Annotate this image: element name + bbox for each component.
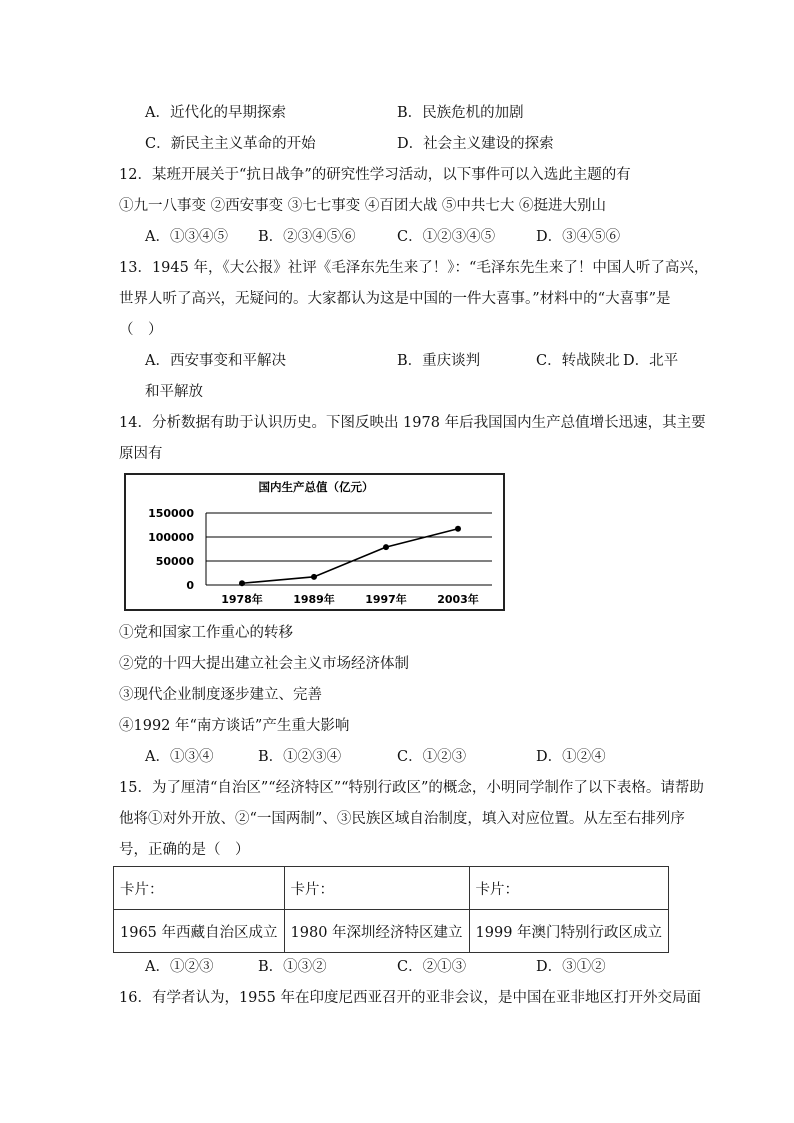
card-label-3: 卡片： — [469, 867, 669, 910]
q12-option-b: B．②③④⑤⑥ — [258, 229, 356, 245]
card-event-3: 1999 年澳门特别行政区成立 — [469, 910, 669, 953]
card-event-2: 1980 年深圳经济特区建立 — [284, 910, 469, 953]
q13-stem-line1: 13．1945 年，《大公报》社评《毛泽东先生来了！》：“毛泽东先生来了！中国人听了高兴， — [119, 260, 709, 276]
chart-y-tick-label: 150000 — [148, 507, 194, 520]
table-row — [114, 910, 669, 953]
q13-option-c: C．转战陕北 — [536, 353, 620, 369]
q14-option-b: B．①②③④ — [258, 749, 342, 765]
q12-stem: 12．某班开展关于“抗日战争”的研究性学习活动，以下事件可以入选此主题的有 — [119, 167, 631, 183]
q14-option-d: D．①②④ — [536, 749, 606, 765]
q15-stem-line3: 号，正确的是（ ） — [119, 842, 250, 858]
chart-x-tick-label: 2003年 — [437, 593, 479, 606]
chart-y-tick-labels — [148, 507, 194, 592]
q11-option-c: C．新民主主义革命的开始 — [145, 136, 316, 152]
gdp-chart — [124, 473, 505, 611]
chart-x-tick-label: 1989年 — [293, 593, 335, 606]
gdp-chart-svg — [126, 475, 503, 609]
q11-option-d: D．社会主义建设的探索 — [397, 136, 554, 152]
q14-stem-line1: 14．分析数据有助于认识历史。下图反映出 1978 年后我国国内生产总值增长迅速，其主要 — [119, 415, 706, 431]
chart-y-tick-label: 0 — [186, 579, 194, 592]
q15-option-b: B．①③② — [258, 959, 327, 975]
chart-point — [239, 580, 245, 586]
q16-stem-line1: 16．有学者认为，1955 年在印度尼西亚召开的亚非会议，是中国在亚非地区打开外交局面 — [119, 990, 701, 1006]
chart-gridlines — [206, 513, 492, 585]
q14-item-1: ①党和国家工作重心的转移 — [119, 625, 293, 641]
chart-point — [455, 526, 461, 532]
table-row — [114, 867, 669, 910]
q14-item-4: ④1992 年“南方谈话”产生重大影响 — [119, 718, 350, 734]
q15-option-d: D．③①② — [536, 959, 606, 975]
q15-stem-line2: 他将①对外开放、②“一国两制”、③民族区域自治制度，填入对应位置。从左至右排列序 — [119, 811, 685, 827]
chart-title: 国内生产总值（亿元） — [258, 480, 374, 494]
q13-option-a: A．西安事变和平解决 — [145, 353, 286, 369]
card-label-1: 卡片： — [114, 867, 285, 910]
card-label-2: 卡片： — [284, 867, 469, 910]
chart-point — [383, 544, 389, 550]
q15-card-table — [113, 866, 669, 953]
q12-option-a: A．①③④⑤ — [145, 229, 228, 245]
q13-option-d-continued: 和平解放 — [145, 384, 203, 400]
q11-option-a: A．近代化的早期探索 — [145, 105, 286, 121]
chart-x-tick-labels — [221, 592, 479, 606]
card-event-1: 1965 年西藏自治区成立 — [114, 910, 285, 953]
q15-stem-line1: 15．为了厘清“自治区”“经济特区”“特别行政区”的概念，小明同学制作了以下表格。请帮助 — [119, 780, 704, 796]
q12-option-d: D．③④⑤⑥ — [536, 229, 621, 245]
q14-item-2: ②党的十四大提出建立社会主义市场经济体制 — [119, 656, 409, 672]
chart-point — [311, 574, 317, 580]
q13-stem-line3: （ ） — [119, 322, 163, 338]
chart-x-tick-label: 1997年 — [365, 593, 407, 606]
q14-option-a: A．①③④ — [145, 749, 214, 765]
q14-option-c: C．①②③ — [397, 749, 467, 765]
q15-option-c: C．②①③ — [397, 959, 467, 975]
q13-option-d: D．北平 — [623, 353, 679, 369]
q12-items: ①九一八事变 ②西安事变 ③七七事变 ④百团大战 ⑤中共七大 ⑥挺进大别山 — [119, 198, 607, 214]
chart-y-tick-label: 50000 — [155, 555, 194, 568]
q14-item-3: ③现代企业制度逐步建立、完善 — [119, 687, 322, 703]
chart-y-tick-label: 100000 — [148, 531, 194, 544]
chart-x-tick-label: 1978年 — [221, 593, 263, 606]
q12-option-c: C．①②③④⑤ — [397, 229, 496, 245]
q15-option-a: A．①②③ — [145, 959, 214, 975]
q11-option-b: B．民族危机的加剧 — [397, 105, 524, 121]
q14-stem-line2: 原因有 — [119, 446, 163, 462]
chart-points — [239, 526, 461, 587]
q13-option-b: B．重庆谈判 — [397, 353, 481, 369]
q13-stem-line2: 世界人听了高兴，无疑问的。大家都认为这是中国的一件大喜事。”材料中的“大喜事”是 — [119, 291, 671, 307]
